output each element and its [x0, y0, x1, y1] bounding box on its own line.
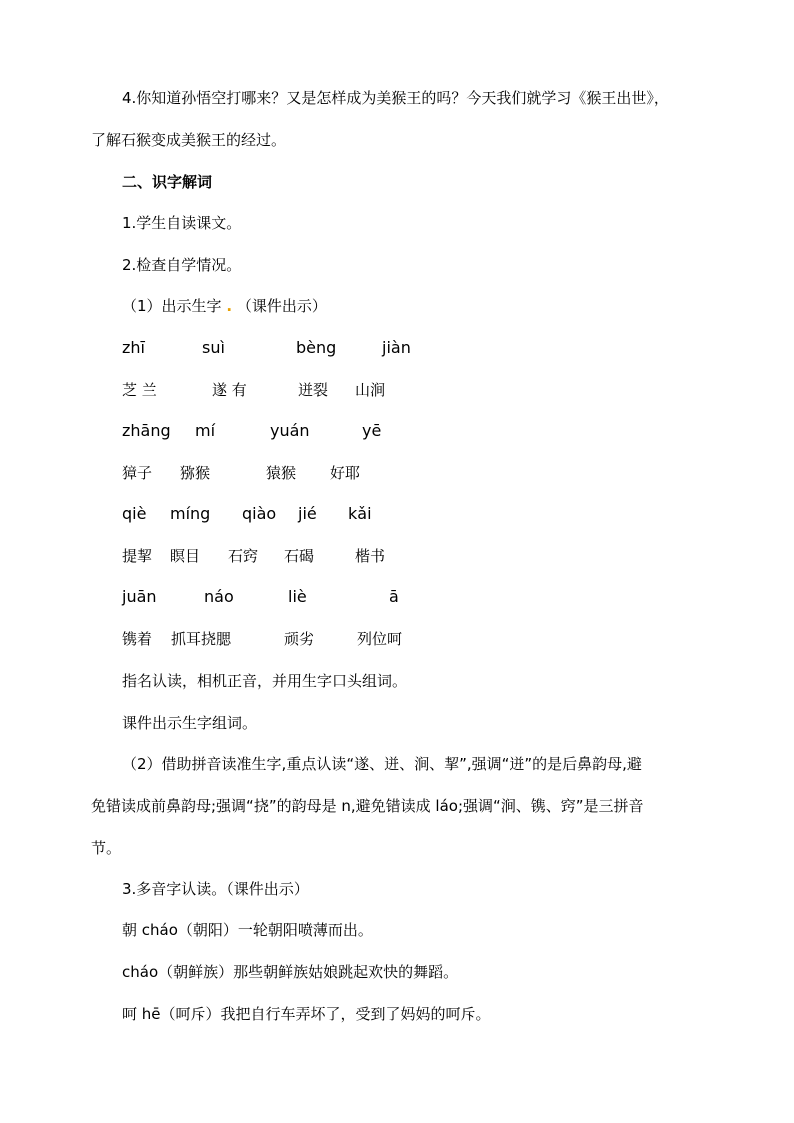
pinyin: qiào	[242, 504, 277, 523]
pinyin: juān	[122, 587, 157, 606]
sub-item-1-note: （课件出示）	[236, 297, 327, 315]
step-3: 3.多音字认读。（课件出示）	[122, 880, 309, 898]
sub-item-1-text: （1）出示生字	[122, 297, 222, 315]
sub-item-2-line-1: （2）借助拼音读准生字,重点认读“遂、迸、涧、挈”,强调“迸”的是后鼻韵母,避	[122, 755, 642, 773]
char-word: 芝 兰	[122, 381, 157, 399]
intro-line-1: 4.你知道孙悟空打哪来？又是怎样成为美猴王的吗？今天我们就学习《猴王出世》，	[122, 89, 669, 107]
char-word: 顽劣	[284, 630, 315, 648]
char-word: 瞑目	[170, 547, 201, 565]
polyphonic-3: 呵 hē（呵斥）我把自行车弄坏了，受到了妈妈的呵斥。	[122, 1005, 491, 1023]
pinyin: jiàn	[382, 338, 411, 357]
pinyin: yē	[362, 421, 382, 440]
pinyin: zhāng	[122, 421, 171, 440]
pinyin: míng	[170, 504, 211, 523]
pinyin: ā	[389, 587, 399, 606]
step-1: 1.学生自读课文。	[122, 214, 242, 232]
char-word: 石碣	[284, 547, 315, 565]
char-word: 好耶	[330, 464, 361, 482]
pinyin: náo	[204, 587, 234, 606]
pinyin: qiè	[122, 504, 147, 523]
char-word: 山涧	[355, 381, 386, 399]
char-word: 楷书	[355, 547, 386, 565]
pinyin: kǎi	[348, 504, 372, 523]
sub-item-1	[122, 296, 327, 316]
sub-item-1-dot: .	[226, 297, 233, 315]
step-2: 2.检查自学情况。	[122, 256, 242, 274]
pinyin: jié	[298, 504, 317, 523]
pinyin: bèng	[296, 338, 337, 357]
note-2: 课件出示生字组词。	[122, 714, 258, 732]
sub-item-2-line-2: 免错读成前鼻韵母;强调“挠”的韵母是 n,避免错读成 láo;强调“涧、镌、窍”是三拼音	[91, 797, 644, 815]
pinyin: yuán	[270, 421, 310, 440]
char-word: 迸裂	[298, 381, 329, 399]
char-word: 提挈	[122, 547, 153, 565]
pinyin: mí	[195, 421, 216, 440]
char-word: 猿猴	[266, 464, 297, 482]
polyphonic-1: 朝 cháo（朝阳）一轮朝阳喷薄而出。	[122, 921, 373, 939]
pinyin: liè	[288, 587, 307, 606]
char-word: 镌着	[122, 630, 153, 648]
char-word: 遂 有	[212, 381, 247, 399]
char-word: 列位呵	[357, 630, 403, 648]
pinyin: zhī	[122, 338, 145, 357]
char-word: 獐子	[122, 464, 153, 482]
pinyin: suì	[202, 338, 225, 357]
intro-line-2: 了解石猴变成美猴王的经过。	[91, 131, 287, 149]
char-word: 石窍	[228, 547, 259, 565]
note-1: 指名认读，相机正音，并用生字口头组词。	[122, 672, 408, 690]
polyphonic-2: cháo（朝鲜族）那些朝鲜族姑娘跳起欢快的舞蹈。	[122, 963, 459, 981]
section-heading: 二、识字解词	[122, 173, 213, 191]
char-word: 猕猴	[180, 464, 211, 482]
char-word: 抓耳挠腮	[171, 630, 232, 648]
sub-item-2-line-3: 节。	[91, 839, 122, 857]
